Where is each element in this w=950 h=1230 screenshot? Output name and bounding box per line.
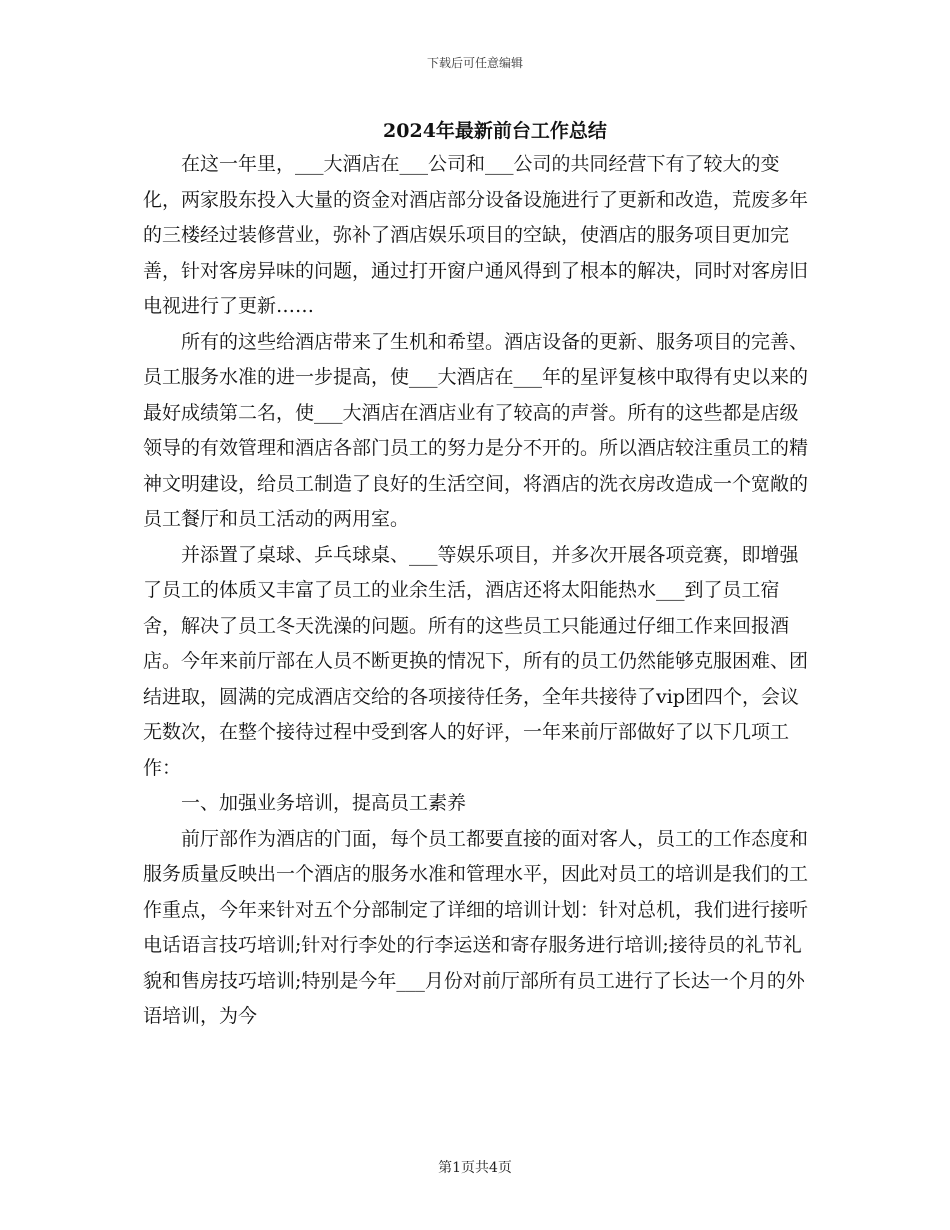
header-note: 下载后可任意编辑 — [426, 56, 523, 70]
paragraph: 所有的这些给酒店带来了生机和希望。酒店设备的更新、服务项目的完善、员工服务水准的进一步提高，使___大酒店在___年的星评复核中取得有史以来的最好成绩第二名，使___大酒店在酒店业有了较高的声誉。所有的这些都是店级领导的有效管理和酒店各部门员工的努力是分不开的。所以酒店较注重员工的精神文明建设，给员工制造了良好的生活空间，将酒店的洗衣房改造成一个宽敞的员工餐厅和员工活动的两用室。 — [143, 330, 809, 530]
document-body — [143, 147, 809, 1035]
paragraph: 在这一年里，___大酒店在___公司和___公司的共同经营下有了较大的变化，两家股东投入大量的资金对酒店部分设备设施进行了更新和改造，荒废多年的三楼经过装修营业，弥补了酒店娱乐项目的空缺，使酒店的服务项目更加完善，针对客房异味的问题，通过打开窗户通风得到了根本的解决，同时对客房旧电视进行了更新…… — [143, 153, 809, 317]
page-number: 第1页共4页 — [438, 1160, 512, 1176]
document-title: 2024年最新前台工作总结 — [383, 120, 607, 142]
section-heading: 一、加强业务培训，提高员工素养 — [181, 792, 467, 814]
paragraph: 并添置了桌球、乒乓球桌、___等娱乐项目，并多次开展各项竞赛，即增强了员工的体质又丰富了员工的业余生活，酒店还将太阳能热水___到了员工宿舍，解决了员工冬天洗澡的问题。所有的这些员工只能通过仔细工作来回报酒店。今年来前厅部在人员不断更换的情况下，所有的员工仍然能够克服困难、团结进取，圆满的完成酒店交给的各项接待任务，全年共接待了vip团四个，会议无数次，在整个接待过程中受到客人的好评，一年来前厅部做好了以下几项工作： — [143, 543, 809, 779]
paragraph: 前厅部作为酒店的门面，每个员工都要直接的面对客人，员工的工作态度和服务质量反映出一个酒店的服务水准和管理水平，因此对员工的培训是我们的工作重点，今年来针对五个分部制定了详细的培训计划：针对总机，我们进行接听电话语言技巧培训;针对行李处的行李运送和寄存服务进行培训;接待员的礼节礼貌和售房技巧培训;特别是今年___月份对前厅部所有员工进行了长达一个月的外语培训，为今 — [143, 827, 809, 1027]
